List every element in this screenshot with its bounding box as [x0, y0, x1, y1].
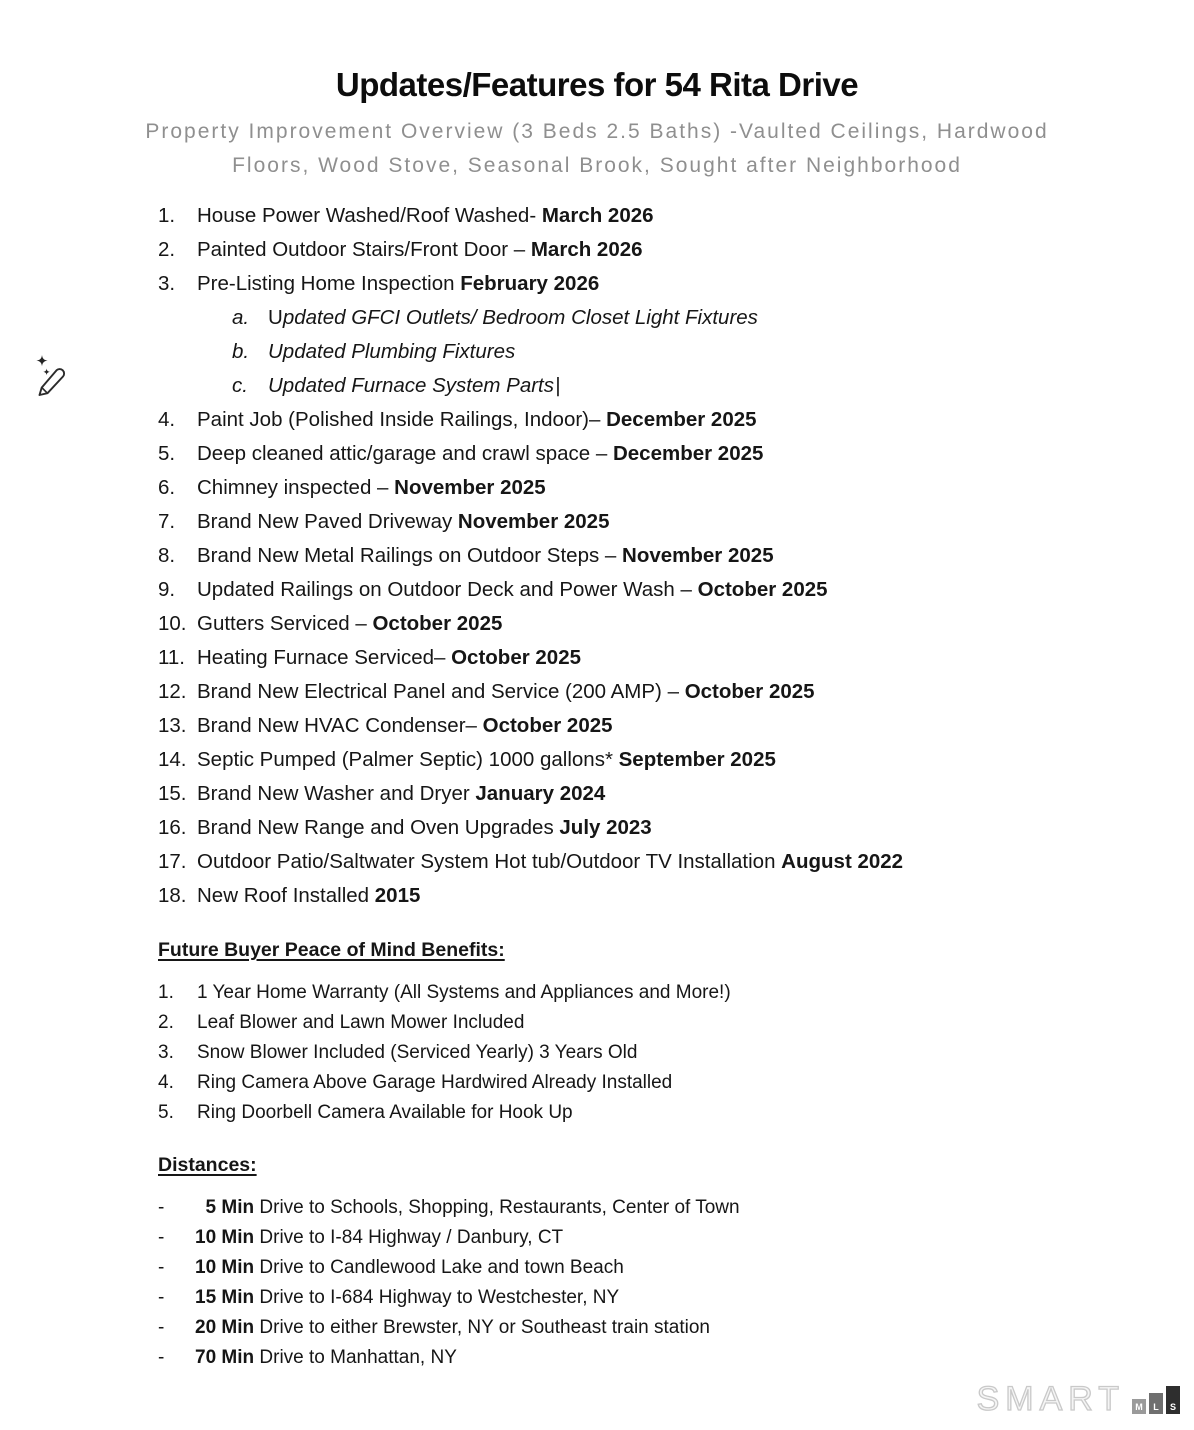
item-date: November 2025: [394, 476, 546, 500]
list-item-text: [197, 607, 502, 641]
inspection-sub-items: [158, 301, 1194, 403]
list-item-text: [197, 573, 828, 607]
dash-bullet: -: [158, 1317, 165, 1339]
distance-text: [195, 1313, 710, 1343]
sub-item-text: [268, 369, 560, 403]
distance-description: Drive to Candlewood Lake and town Beach: [254, 1257, 624, 1279]
item-date: March 2026: [530, 238, 643, 262]
benefit-list-item: [158, 1068, 1194, 1098]
item-description: Deep cleaned attic/garage and crawl space –: [197, 442, 613, 466]
distance-text: [195, 1253, 624, 1283]
benefit-text: Snow Blower Included (Serviced Yearly) 3 Years Old: [197, 1042, 638, 1064]
benefit-text: 1 Year Home Warranty (All Systems and Appliances and More!): [197, 982, 731, 1004]
update-list-item: [158, 675, 1194, 709]
list-number: 3.: [158, 1042, 174, 1064]
list-number: 12.: [158, 680, 187, 704]
list-item-text: [197, 709, 613, 743]
distance-minutes: 10 Min: [195, 1227, 255, 1249]
benefit-text: Leaf Blower and Lawn Mower Included: [197, 1012, 525, 1034]
list-number: 2.: [158, 238, 176, 262]
sub-item-body: Updated Plumbing Fixtures: [268, 340, 516, 364]
list-item-text: [197, 505, 609, 539]
item-description: Brand New Range and Oven Upgrades: [197, 816, 560, 840]
list-number: 4.: [158, 408, 176, 432]
benefits-heading: Future Buyer Peace of Mind Benefits:: [158, 939, 505, 962]
benefits-list: [158, 978, 1194, 1128]
item-date: September 2025: [618, 748, 776, 772]
update-list-item: [158, 505, 1194, 539]
item-date: August 2022: [781, 850, 904, 874]
update-list-item: [158, 573, 1194, 607]
dash-bullet: -: [158, 1197, 165, 1219]
list-number: 7.: [158, 510, 176, 534]
list-number: 4.: [158, 1072, 174, 1094]
item-description: Painted Outdoor Stairs/Front Door –: [197, 238, 531, 262]
item-description: Chimney inspected –: [197, 476, 395, 500]
update-list-item: [158, 403, 1194, 437]
item-description: Brand New Washer and Dryer: [197, 782, 476, 806]
item-description: Brand New Electrical Panel and Service (200 AMP) –: [197, 680, 685, 704]
mls-block-letter: L: [1149, 1393, 1163, 1414]
distance-list-item: [158, 1313, 1194, 1343]
update-list-item: [158, 879, 1194, 913]
sub-item-letter: a.: [232, 306, 250, 330]
list-number: 13.: [158, 714, 187, 738]
distance-description: Drive to Schools, Shopping, Restaurants, Center of Town: [254, 1197, 740, 1219]
list-number: 2.: [158, 1012, 174, 1034]
benefit-text: Ring Doorbell Camera Available for Hook Up: [197, 1102, 573, 1124]
item-date: October 2025: [684, 680, 815, 704]
smart-logo-text: SMART: [976, 1380, 1125, 1418]
mls-block-letter: S: [1166, 1386, 1180, 1414]
item-description: House Power Washed/Roof Washed-: [197, 204, 542, 228]
distance-list-item: [158, 1343, 1194, 1373]
list-number: 14.: [158, 748, 187, 772]
list-number: 1.: [158, 982, 174, 1004]
distance-list-item: [158, 1253, 1194, 1283]
inspection-sub-item: [158, 335, 1194, 369]
item-description: New Roof Installed: [197, 884, 375, 908]
list-number: 6.: [158, 476, 176, 500]
distance-text: [195, 1223, 563, 1253]
distance-text: [195, 1193, 740, 1223]
distance-minutes: 15 Min: [195, 1287, 255, 1309]
update-list-item: [158, 777, 1194, 811]
list-number: 10.: [158, 612, 187, 636]
sub-item-text: [268, 335, 516, 369]
item-description: Outdoor Patio/Saltwater System Hot tub/Outdoor TV Installation: [197, 850, 782, 874]
distance-description: Drive to either Brewster, NY or Southeast train station: [254, 1317, 710, 1339]
list-number: 8.: [158, 544, 176, 568]
update-list-item: [158, 471, 1194, 505]
item-description: Paint Job (Polished Inside Railings, Indoor)–: [197, 408, 607, 432]
mls-blocks: [1132, 1386, 1180, 1414]
updates-items-4-18: [158, 403, 1194, 913]
benefit-list-item: [158, 1008, 1194, 1038]
distances-heading: Distances:: [158, 1154, 257, 1177]
update-list-item: [158, 267, 1194, 301]
updates-items-1-3: [158, 199, 1194, 301]
distance-description: Drive to Manhattan, NY: [254, 1347, 457, 1369]
sub-item-text: [268, 301, 759, 335]
sub-item-letter: c.: [232, 374, 248, 398]
page-subtitle: [97, 115, 1097, 183]
list-number: 5.: [158, 442, 176, 466]
distance-minutes: 5 Min: [195, 1197, 255, 1219]
sub-item-body: pdated GFCI Outlets/ Bedroom Closet Light Fixtures: [282, 306, 758, 330]
list-item-text: [197, 879, 420, 913]
update-list-item: [158, 199, 1194, 233]
item-description: Pre-Listing Home Inspection: [197, 272, 461, 296]
list-item-text: [197, 641, 581, 675]
list-number: 9.: [158, 578, 176, 602]
list-item-text: [197, 471, 546, 505]
mls-block-letter: M: [1132, 1399, 1146, 1414]
distance-list-item: [158, 1193, 1194, 1223]
item-date: October 2025: [372, 612, 503, 636]
dash-bullet: -: [158, 1257, 165, 1279]
list-item-text: [197, 539, 774, 573]
update-list-item: [158, 539, 1194, 573]
sub-item-body: Updated Furnace System Parts: [268, 374, 554, 398]
distance-text: [195, 1343, 457, 1373]
update-list-item: [158, 743, 1194, 777]
sub-item-letter: b.: [232, 340, 250, 364]
sub-item-lead: U: [268, 306, 283, 330]
item-date: November 2025: [622, 544, 774, 568]
list-item-text: [197, 403, 757, 437]
inspection-sub-item: [158, 369, 1194, 403]
item-date: October 2025: [451, 646, 582, 670]
list-number: 15.: [158, 782, 187, 806]
list-item-text: [197, 233, 643, 267]
item-date: January 2024: [475, 782, 606, 806]
item-date: February 2026: [460, 272, 600, 296]
list-item-text: [197, 811, 652, 845]
list-number: 16.: [158, 816, 187, 840]
list-item-text: [197, 675, 815, 709]
distance-minutes: 10 Min: [195, 1257, 255, 1279]
benefit-list-item: [158, 1098, 1194, 1128]
list-item-text: [197, 437, 763, 471]
page-title: Updates/Features for 54 Rita Drive: [335, 66, 859, 103]
item-date: July 2023: [559, 816, 652, 840]
distance-minutes: 20 Min: [195, 1317, 255, 1339]
dash-bullet: -: [158, 1227, 165, 1249]
distance-list-item: [158, 1223, 1194, 1253]
subtitle-line-1: Property Improvement Overview (3 Beds 2.5 Baths) -Vaulted Ceilings, Hardwood: [145, 120, 1049, 144]
distance-text: [195, 1283, 619, 1313]
update-list-item: [158, 641, 1194, 675]
update-list-item: [158, 709, 1194, 743]
distances-list: [158, 1193, 1194, 1373]
update-list-item: [158, 437, 1194, 471]
item-date: March 2026: [541, 204, 654, 228]
distance-description: Drive to I-84 Highway / Danbury, CT: [254, 1227, 564, 1249]
distance-minutes: 70 Min: [195, 1347, 255, 1369]
item-date: October 2025: [697, 578, 828, 602]
list-number: 3.: [158, 272, 176, 296]
list-number: 17.: [158, 850, 187, 874]
pencil-sparkles-glyph: [32, 354, 68, 398]
list-number: 18.: [158, 884, 187, 908]
compose-pencil-icon[interactable]: [32, 354, 68, 398]
smart-mls-watermark: [977, 1382, 1180, 1416]
list-item-text: [197, 777, 605, 811]
subtitle-line-2: Floors, Wood Stove, Seasonal Brook, Sought after Neighborhood: [232, 154, 962, 178]
distance-list-item: [158, 1283, 1194, 1313]
item-date: 2015: [374, 884, 421, 908]
item-description: Septic Pumped (Palmer Septic) 1000 gallons*: [197, 748, 619, 772]
benefit-list-item: [158, 1038, 1194, 1068]
benefit-list-item: [158, 978, 1194, 1008]
item-date: December 2025: [606, 408, 757, 432]
dash-bullet: -: [158, 1347, 165, 1369]
list-item-text: [197, 743, 776, 777]
update-list-item: [158, 607, 1194, 641]
item-description: Brand New Paved Driveway: [197, 510, 458, 534]
list-item-text: [197, 267, 599, 301]
item-date: October 2025: [482, 714, 613, 738]
inspection-sub-item: [158, 301, 1194, 335]
item-description: Gutters Serviced –: [197, 612, 373, 636]
updates-list: [158, 199, 1194, 913]
dash-bullet: -: [158, 1287, 165, 1309]
item-description: Brand New HVAC Condenser–: [197, 714, 483, 738]
list-number: 5.: [158, 1102, 174, 1124]
list-number: 11.: [158, 646, 185, 670]
list-item-text: [197, 199, 654, 233]
item-description: Heating Furnace Serviced–: [197, 646, 452, 670]
distance-description: Drive to I-684 Highway to Westchester, NY: [254, 1287, 620, 1309]
item-date: December 2025: [612, 442, 764, 466]
update-list-item: [158, 233, 1194, 267]
item-description: Brand New Metal Railings on Outdoor Steps –: [197, 544, 623, 568]
benefit-text: Ring Camera Above Garage Hardwired Already Installed: [197, 1072, 673, 1094]
item-description: Updated Railings on Outdoor Deck and Power Wash –: [197, 578, 698, 602]
list-item-text: [197, 845, 903, 879]
text-cursor-caret: |: [555, 374, 561, 398]
update-list-item: [158, 811, 1194, 845]
list-number: 1.: [158, 204, 176, 228]
item-date: November 2025: [457, 510, 610, 534]
update-list-item: [158, 845, 1194, 879]
